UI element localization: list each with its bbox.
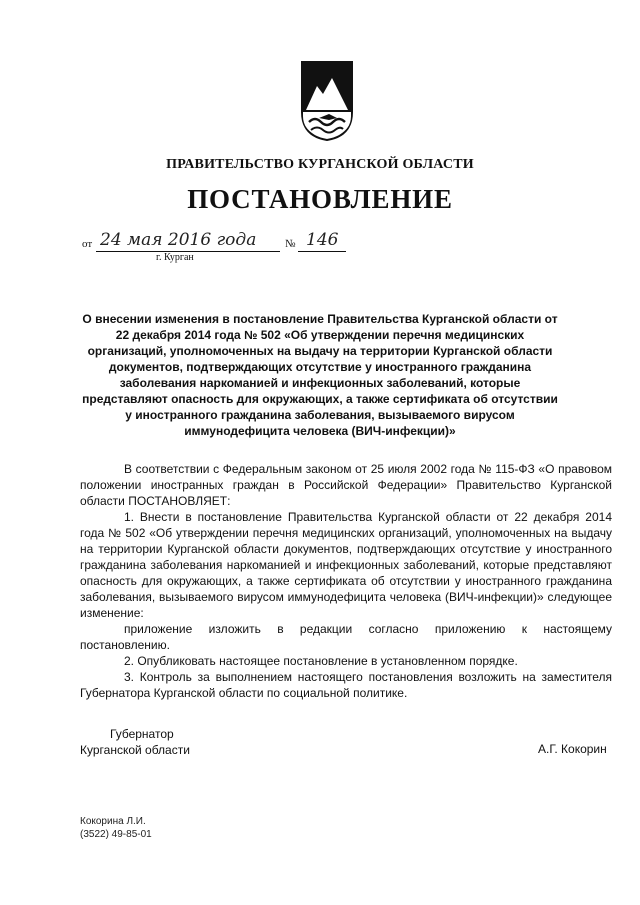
subject-heading: О внесении изменения в постановление Правительства Курганской области от 22 декабря 2014 года № 502 «Об утверждении перечня медицинских организаций, уполномоченных на выдачу на территории Курганской области документов, подтверждающих отсутствие у иностранного гражданина заболевания наркоманией и инфекционных заболеваний, которые представляют опасность для окружающих, а также сертификата об отсутствии у иностранного гражданина заболевания, вызываемого вирусом иммунодефицита человека (ВИЧ-инфекции)» <box>82 312 558 438</box>
contact-phone: (3522) 49-85-01 <box>80 829 152 840</box>
contact-person: Кокорина Л.И. <box>80 816 146 827</box>
number-label: № <box>285 238 296 250</box>
handwritten-number: 146 <box>306 230 339 250</box>
signer-name: А.Г. Кокорин <box>538 742 607 756</box>
city-label: г. Курган <box>156 252 194 263</box>
body-paragraph: 2. Опубликовать настоящее постановление в установленном порядке. <box>124 654 518 668</box>
signer-position <box>80 726 190 758</box>
body-paragraph: В соответствии с Федеральным законом от 25 июля 2002 года № 115-ФЗ «О правовом положении иностранных граждан в Российской Федерации» Правительство Курганской области ПОСТАНОВЛЯЕТ: <box>80 462 612 508</box>
signer-title-line1: Губернатор <box>110 727 174 741</box>
contact-block <box>80 815 152 841</box>
from-label: от <box>82 238 93 250</box>
coat-of-arms-icon <box>299 60 355 142</box>
body-text <box>80 461 612 701</box>
body-paragraph: 1. Внести в постановление Правительства Курганской области от 22 декабря 2014 года № 502 «Об утверждении перечня медицинских организаций, уполномоченных на выдачу на территории Курганской области документов, подтверждающих отсутствие у иностранного гражданина заболевания наркоманией и инфекционных заболеваний, которые представляют опасность для окружающих, а также сертификата об отсутствии у иностранного гражданина заболевания, вызываемого вирусом иммунодефицита человека (ВИЧ-инфекции)» следующее изменение: <box>80 510 612 620</box>
body-paragraph: приложение изложить в редакции согласно приложению к настоящему постановлению. <box>80 622 612 652</box>
signer-title-line2: Курганской области <box>80 743 190 757</box>
body-paragraph: 3. Контроль за выполнением настоящего постановления возложить на заместителя Губернатора Курганской области по социальной политике. <box>80 670 612 700</box>
date-number-line <box>82 226 382 266</box>
government-title: ПРАВИТЕЛЬСТВО КУРГАНСКОЙ ОБЛАСТИ <box>166 157 474 172</box>
document-type-title: ПОСТАНОВЛЕНИЕ <box>187 184 453 214</box>
number-underline <box>298 251 346 252</box>
handwritten-date: 24 мая 2016 года <box>100 230 257 250</box>
